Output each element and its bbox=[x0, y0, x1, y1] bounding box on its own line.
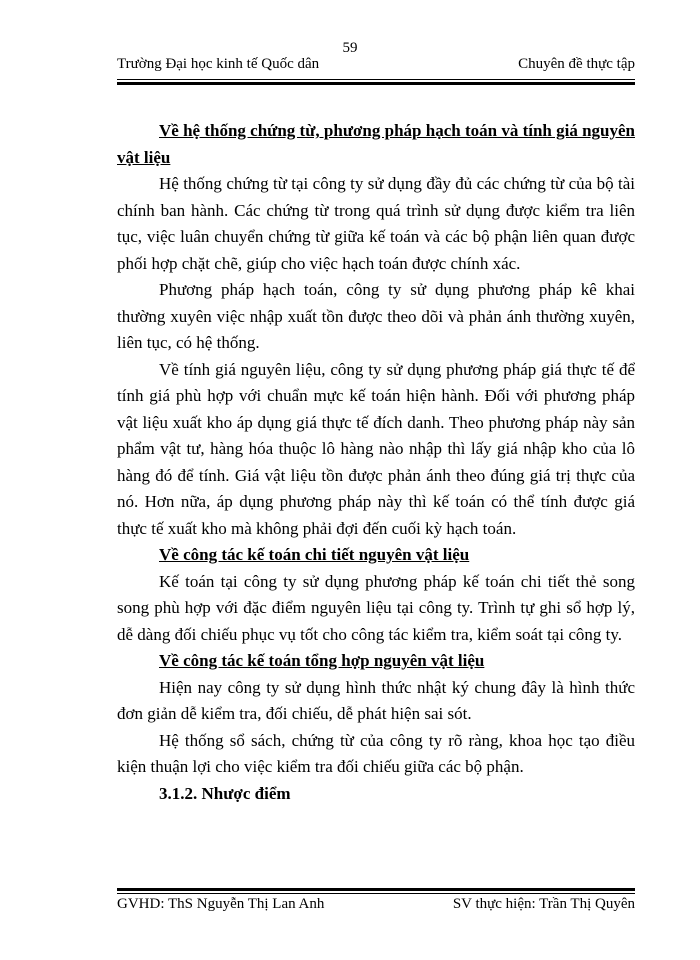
paragraph: Kế toán tại công ty sử dụng phương pháp kế toán chi tiết thẻ song song phù hợp với đặc điểm nguyên liệu tại công ty. Trình tự ghi sổ hợp lý, dễ dàng đối chiếu phục vụ tốt cho công tác kiểm tra, kiểm soát tại công ty. bbox=[117, 571, 635, 644]
page-number: 59 bbox=[342, 40, 358, 56]
paragraph: Hệ thống sổ sách, chứng từ của công ty rõ ràng, khoa học tạo điều kiện thuận lợi cho việc kiểm tra đối chiếu giữa các bộ phận. bbox=[117, 730, 635, 776]
footer-supervisor: GVHD: ThS Nguyễn Thị Lan Anh bbox=[117, 896, 325, 912]
page-body bbox=[117, 118, 635, 807]
paragraph: Về tính giá nguyên liệu, công ty sử dụng phương pháp giá thực tế để tính giá phù hợp với chuẩn mực kế toán hiện hành. Đối với phương pháp vật liệu xuất kho áp dụng giá thực tế đích danh. Theo phương pháp này sản phẩm vật tư, hàng hóa thuộc lô hàng nào nhập thì lấy giá nhập kho của lô hàng đó để tính. Giá vật liệu tồn được phản ánh theo đúng giá trị thực của nó. Hơn nữa, áp dụng phương pháp này thì kế toán có thể tính được giá thực tế xuất kho mà không phải đợi đến cuối kỳ hạch toán. bbox=[117, 359, 635, 538]
footer-student: SV thực hiện: Trần Thị Quyên bbox=[452, 896, 635, 912]
paragraph: Phương pháp hạch toán, công ty sử dụng phương pháp kê khai thường xuyên việc nhập xuất tồn được theo dõi và phản ánh thường xuyên, liên tục, có hệ thống. bbox=[117, 280, 635, 352]
footer-rule-thin bbox=[117, 893, 635, 894]
section-heading-documents: Về hệ thống chứng từ, phương pháp hạch toán và tính giá nguyên vật liệu bbox=[117, 121, 635, 167]
page-footer bbox=[117, 896, 635, 918]
section-heading-detail-accounting: Về công tác kế toán chi tiết nguyên vật liệu bbox=[159, 545, 470, 564]
page-header bbox=[117, 56, 635, 78]
header-university: Trường Đại học kinh tế Quốc dân bbox=[117, 56, 320, 72]
header-document-type: Chuyên đề thực tập bbox=[518, 56, 635, 72]
header-rule-thick bbox=[117, 82, 635, 85]
footer-rule-thick bbox=[117, 888, 635, 891]
subsection-heading: 3.1.2. Nhược điểm bbox=[159, 783, 291, 803]
paragraph: Hệ thống chứng từ tại công ty sử dụng đầy đủ các chứng từ của bộ tài chính ban hành. Các chứng từ trong quá trình sử dụng được kiểm tra liên tục, việc luân chuyển chứng từ giữa kế toán và các bộ phận liên quan được phối hợp chặt chẽ, giúp cho việc hạch toán được chính xác. bbox=[117, 174, 635, 273]
header-rule-thin bbox=[117, 79, 635, 80]
paragraph: Hiện nay công ty sử dụng hình thức nhật ký chung đây là hình thức đơn giản dễ kiểm tra, đối chiếu, dễ phát hiện sai sót. bbox=[117, 677, 635, 723]
section-heading-general-accounting: Về công tác kế toán tổng hợp nguyên vật liệu bbox=[159, 651, 485, 670]
